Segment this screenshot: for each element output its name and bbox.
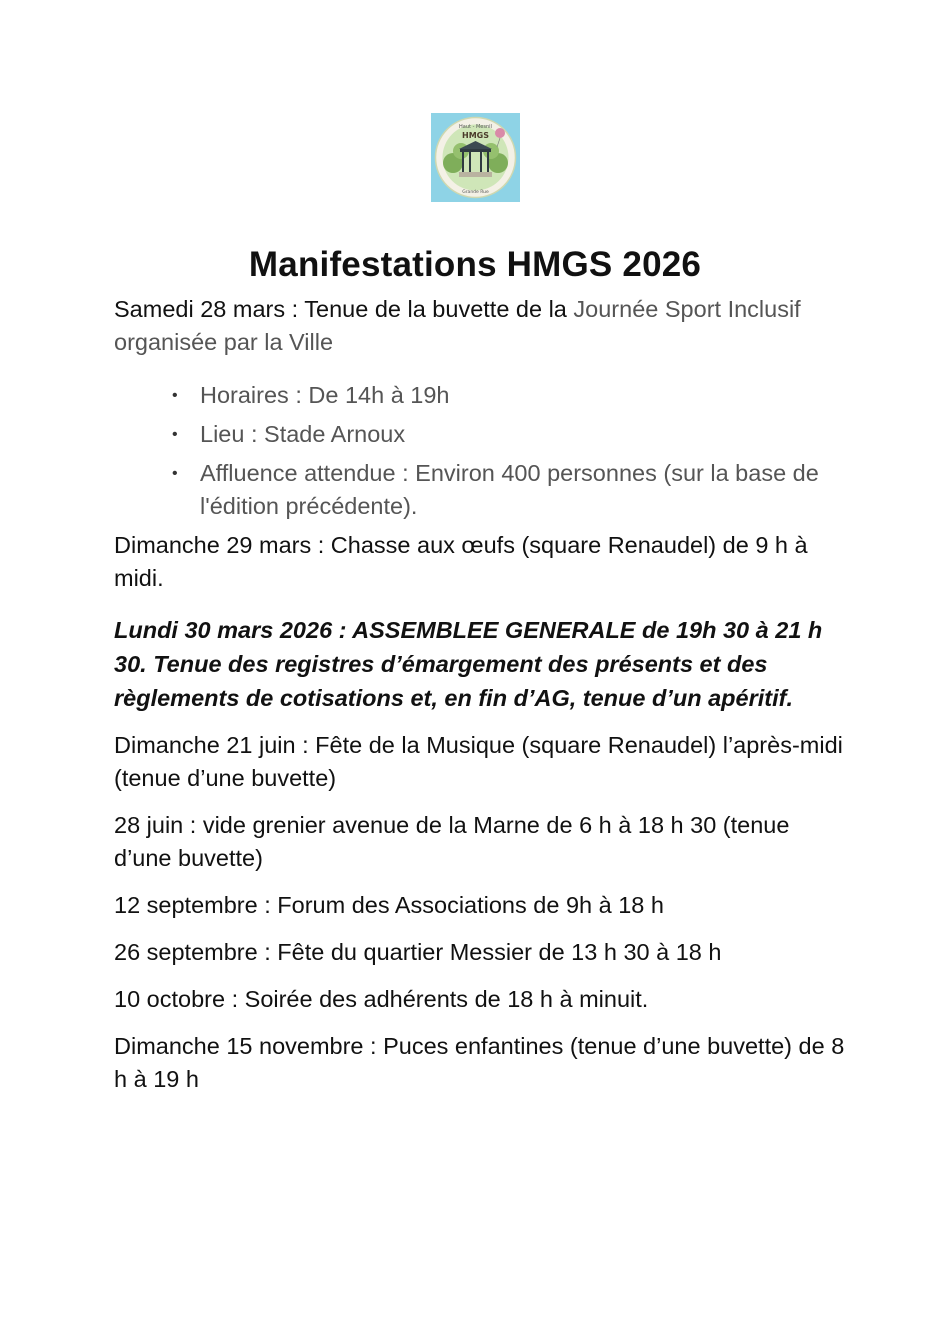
detail-affluence: Affluence attendue : Environ 400 personnes (sur la base de l'édition précédente).: [200, 460, 819, 519]
event-sport-inclusif-lead: Samedi 28 mars : Tenue de la buvette de la: [114, 296, 574, 322]
event-soiree-adherents: 10 octobre : Soirée des adhérents de 18 h à minuit.: [114, 986, 649, 1012]
detail-horaires: Horaires : De 14h à 19h: [200, 382, 450, 408]
logo-mid-text: HMGS: [462, 131, 489, 140]
events-list: [114, 293, 849, 1096]
logo-bottom-text: Grande Rue: [462, 190, 489, 195]
bullet-icon: •: [172, 465, 178, 482]
event-fete-musique: Dimanche 21 juin : Fête de la Musique (square Renaudel) l’après-midi (tenue d’une buvette): [114, 732, 843, 791]
event-assemblee-generale: Lundi 30 mars 2026 : ASSEMBLEE GENERALE de 19h 30 à 21 h 30. Tenue des registres d’émargement des présents et des règlements de cotisations et, en fin d’AG, tenue d’un apéritif.: [114, 617, 823, 711]
event-puces-enfantines: Dimanche 15 novembre : Puces enfantines (tenue d’une buvette) de 8 h à 19 h: [114, 1033, 845, 1092]
bullet-icon: •: [172, 387, 178, 404]
event-vide-grenier: 28 juin : vide grenier avenue de la Marne de 6 h à 18 h 30 (tenue d’une buvette): [114, 812, 790, 871]
list-item: [172, 379, 849, 412]
bandstand-logo-icon: [431, 113, 520, 202]
page-title: Manifestations HMGS 2026: [248, 245, 702, 285]
event-details-list: [172, 379, 849, 523]
event-sport-inclusif-rest: Journée Sport Inclusif organisée par la Ville: [114, 296, 801, 355]
bullet-icon: •: [172, 426, 178, 443]
hmgs-logo: [431, 113, 520, 202]
detail-lieu: Lieu : Stade Arnoux: [200, 421, 406, 447]
event-forum-associations: 12 septembre : Forum des Associations de 9h à 18 h: [114, 892, 664, 918]
event-sport-inclusif: [114, 293, 849, 359]
list-item: [172, 457, 849, 523]
list-item: [172, 418, 849, 451]
event-chasse-oeufs: Dimanche 29 mars : Chasse aux œufs (square Renaudel) de 9 h à midi.: [114, 532, 808, 591]
logo-top-text: Haut - Mesnil: [459, 124, 492, 130]
event-fete-quartier: 26 septembre : Fête du quartier Messier de 13 h 30 à 18 h: [114, 939, 722, 965]
